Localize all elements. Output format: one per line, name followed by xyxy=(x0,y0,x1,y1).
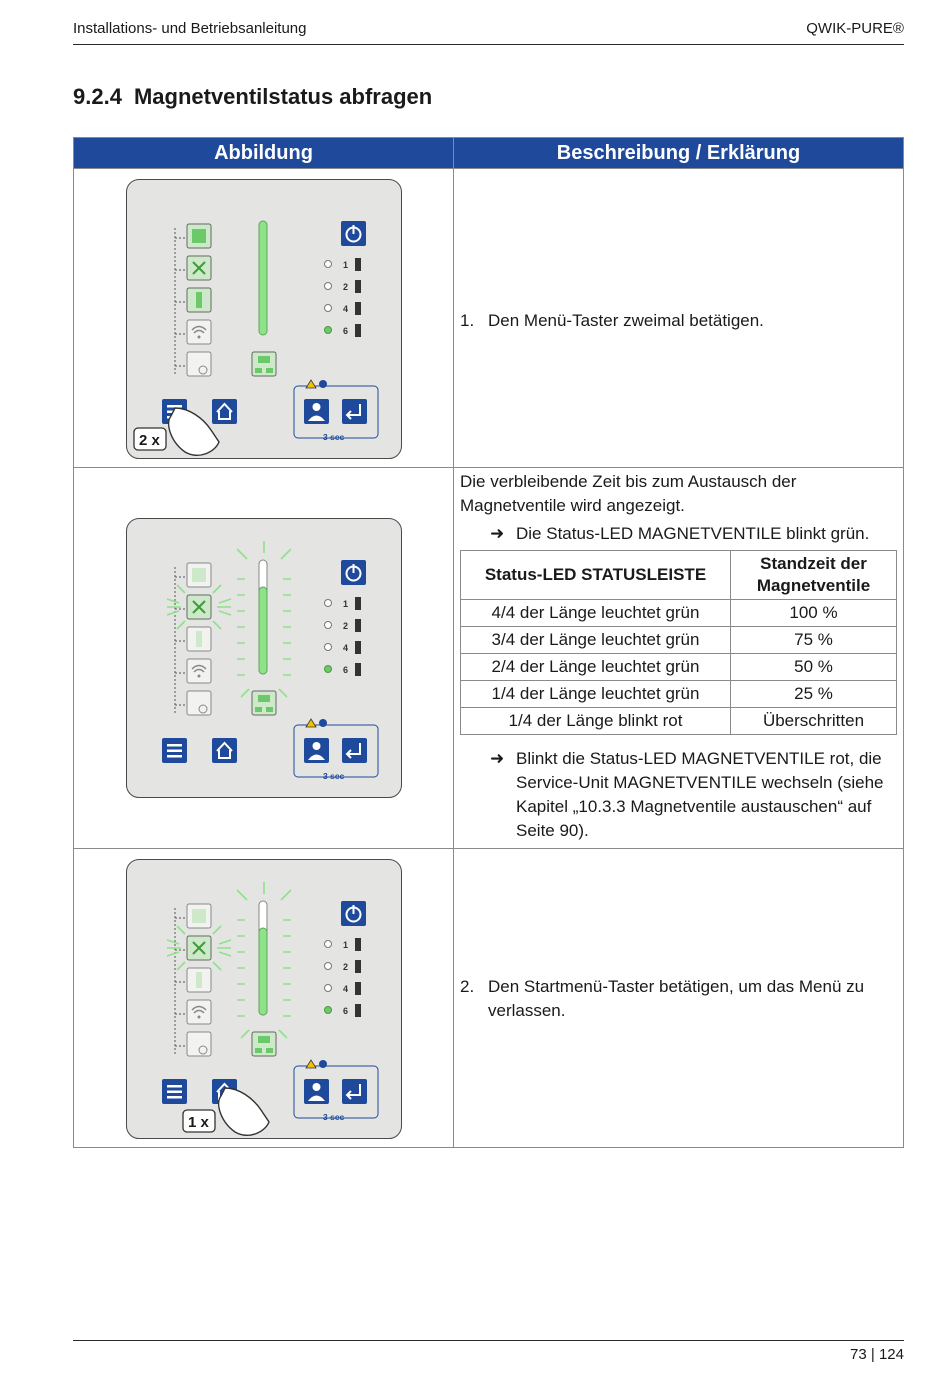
uv-lamp-icon xyxy=(187,968,211,992)
wifi-icon xyxy=(187,1000,211,1024)
page-number: 73 | 124 xyxy=(850,1346,904,1363)
uv-lamp-icon xyxy=(187,627,211,651)
enter-button xyxy=(342,399,367,424)
illustration-cell xyxy=(74,169,454,468)
header-beschreibung: Beschreibung / Erklärung xyxy=(454,138,904,169)
section-title-text: Magnetventilstatus abfragen xyxy=(133,84,433,109)
service-technician-button xyxy=(304,1079,329,1104)
table-row xyxy=(74,169,904,468)
menu-button xyxy=(162,738,187,763)
timer-icon xyxy=(319,719,327,727)
solenoid-valve-icon xyxy=(187,595,211,619)
level-indicators xyxy=(325,938,362,1017)
section-number: 9.2.4 xyxy=(73,84,122,109)
hold-time-label: 3 sec xyxy=(323,1112,345,1122)
level-label-4: 4 xyxy=(343,643,349,653)
step-number: 2. xyxy=(460,977,475,996)
solenoid-valve-icon xyxy=(187,936,211,960)
press-count-label: 2 x xyxy=(139,432,160,449)
table-row xyxy=(461,600,897,627)
power-button xyxy=(341,901,366,926)
header-doc-title: Installations- und Betriebsanleitung xyxy=(73,20,307,37)
status-bar-led xyxy=(259,560,267,674)
status-table-header: Standzeit der Magnetventile xyxy=(731,551,897,600)
table-row xyxy=(461,627,897,654)
enter-button xyxy=(342,1079,367,1104)
level-label-2: 2 xyxy=(343,621,349,631)
level-indicators xyxy=(325,258,362,337)
network-icon xyxy=(252,691,276,715)
footer-rule xyxy=(73,1340,904,1341)
description-cell xyxy=(454,169,904,468)
wifi-icon xyxy=(187,320,211,344)
level-label-6: 6 xyxy=(343,1006,349,1016)
hold-time-label: 3 sec xyxy=(323,432,345,442)
warning-icon xyxy=(306,719,316,727)
step-text: Den Startmenü-Taster betätigen, um das Menü zu verlassen. xyxy=(488,977,865,1020)
status-cell: 4/4 der Länge leuchtet grün xyxy=(461,600,731,627)
header-product-name: QWIK-PURE® xyxy=(806,20,904,37)
bullet-text: Die Status-LED MAGNETVENTILE blinkt grün. xyxy=(516,524,870,543)
warning-bullet xyxy=(490,747,897,843)
level-label-1: 1 xyxy=(343,260,349,270)
uv-lamp-icon xyxy=(187,288,211,312)
status-cell: 2/4 der Länge leuchtet grün xyxy=(461,654,731,681)
level-label-2: 2 xyxy=(343,962,349,972)
level-label-1: 1 xyxy=(343,940,349,950)
menu-button xyxy=(162,1079,187,1104)
network-icon xyxy=(252,352,276,376)
control-panel-illustration xyxy=(126,518,402,798)
step-number: 1. xyxy=(460,311,475,330)
arrow-icon: ➜ xyxy=(490,524,505,543)
table-row xyxy=(461,708,897,735)
home-button xyxy=(212,738,237,763)
level-label-2: 2 xyxy=(343,282,349,292)
service-technician-button xyxy=(304,738,329,763)
section-title xyxy=(73,84,432,110)
power-button xyxy=(341,560,366,585)
status-cell: 3/4 der Länge leuchtet grün xyxy=(461,627,731,654)
lifetime-cell: Überschritten xyxy=(731,708,897,735)
status-cell: 1/4 der Länge leuchtet grün xyxy=(461,681,731,708)
arrow-icon: ➜ xyxy=(490,749,505,768)
timer-icon xyxy=(319,1060,327,1068)
timer-icon xyxy=(319,380,327,388)
status-cell: 1/4 der Länge blinkt rot xyxy=(461,708,731,735)
home-button xyxy=(212,399,237,424)
filter-status-icon xyxy=(187,224,211,248)
status-bar-led xyxy=(259,221,267,335)
instruction-step xyxy=(460,309,897,333)
lifetime-cell: 100 % xyxy=(731,600,897,627)
control-panel-illustration xyxy=(126,179,402,459)
lifetime-cell: 75 % xyxy=(731,627,897,654)
filter-status-icon xyxy=(187,563,211,587)
header-abbildung: Abbildung xyxy=(74,138,454,169)
press-count-label: 1 x xyxy=(188,1114,209,1131)
illustration-cell xyxy=(74,849,454,1148)
header-rule xyxy=(73,44,904,45)
result-bullet xyxy=(490,522,897,546)
intro-text: Die verbleibende Zeit bis zum Austausch der Magnetventile wird angezeigt. xyxy=(460,472,797,515)
status-bar-led xyxy=(259,901,267,1015)
table-row xyxy=(74,468,904,849)
description-cell xyxy=(454,468,904,849)
wifi-icon xyxy=(187,659,211,683)
level-label-6: 6 xyxy=(343,665,349,675)
lifetime-cell: 50 % xyxy=(731,654,897,681)
description-cell xyxy=(454,849,904,1148)
enter-button xyxy=(342,738,367,763)
filter-status-icon xyxy=(187,904,211,928)
level-label-1: 1 xyxy=(343,599,349,609)
level-indicators xyxy=(325,597,362,676)
power-button xyxy=(341,221,366,246)
finger-pointer-icon xyxy=(219,1088,269,1135)
instruction-table xyxy=(73,137,904,1148)
warning-icon xyxy=(306,1060,316,1068)
network-icon xyxy=(252,1032,276,1056)
step-text: Den Menü-Taster zweimal betätigen. xyxy=(488,311,764,330)
warning-icon xyxy=(306,380,316,388)
solenoid-valve-icon xyxy=(187,256,211,280)
instruction-step xyxy=(460,975,897,1023)
service-technician-button xyxy=(304,399,329,424)
device-fault-icon xyxy=(187,352,211,376)
illustration-cell xyxy=(74,468,454,849)
bullet-text: Blinkt die Status-LED MAGNETVENTILE rot, die Service-Unit MAGNETVENTILE wechseln (siehe Kapitel „10.3.3 Magnetventile austauschen“ auf Seite 90). xyxy=(516,749,884,840)
table-row xyxy=(461,681,897,708)
level-label-6: 6 xyxy=(343,326,349,336)
device-fault-icon xyxy=(187,691,211,715)
level-label-4: 4 xyxy=(343,984,349,994)
control-panel-illustration xyxy=(126,859,402,1139)
lifetime-cell: 25 % xyxy=(731,681,897,708)
device-fault-icon xyxy=(187,1032,211,1056)
finger-pointer-icon xyxy=(169,408,219,455)
status-led-table xyxy=(460,550,897,735)
status-table-header: Status-LED STATUSLEISTE xyxy=(461,551,731,600)
hold-time-label: 3 sec xyxy=(323,771,345,781)
level-label-4: 4 xyxy=(343,304,349,314)
table-row xyxy=(461,654,897,681)
table-row xyxy=(74,849,904,1148)
